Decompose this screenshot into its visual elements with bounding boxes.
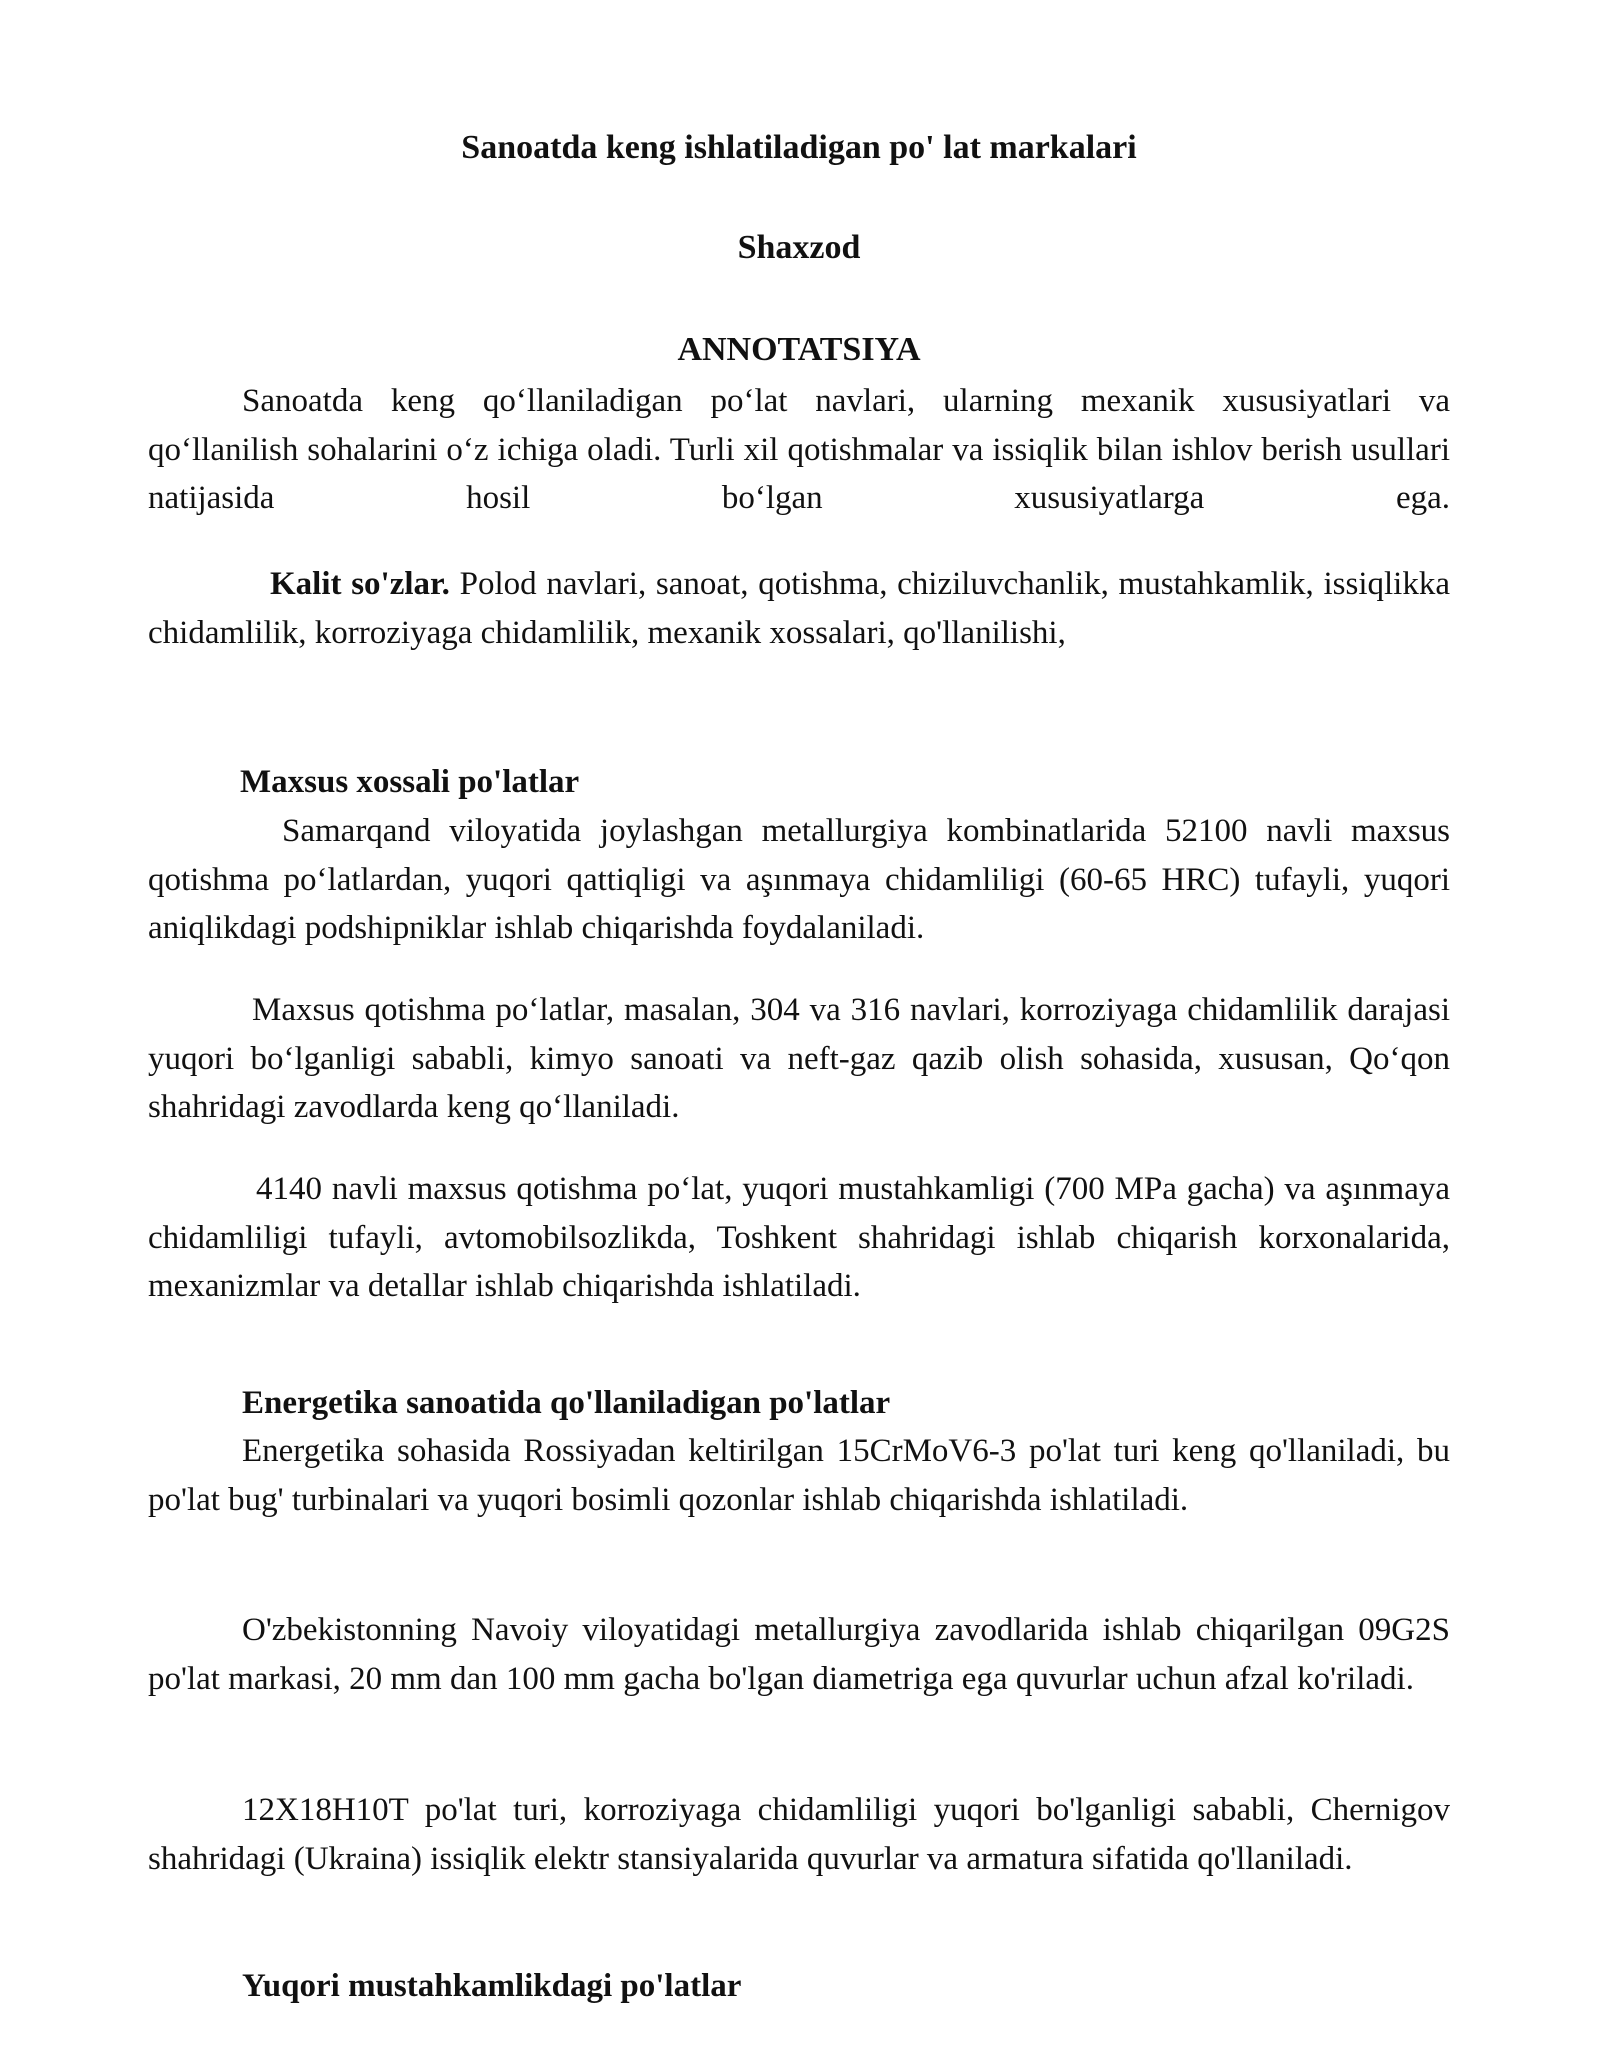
keywords-text: Polod navlari, sanoat, qotishma, chiziluvchanlik, mustahkamlik, issiqlikka chidamlilik, korroziyaga chidamlilik, mexanik xossalari, qo'llanilishi, (148, 566, 1450, 651)
section-paragraph: 12X18H10T po'lat turi, korroziyaga chidamliligi yuqori bo'lganligi sababli, Chernigov shahridagi (Ukraina) issiqlik elektr stansiyalarida quvurlar va armatura sifatida qo'llaniladi. (148, 1792, 1450, 1877)
section-paragraph: Maxsus qotishma po‘latlar, masalan, 304 va 316 navlari, korroziyaga chidamlilik darajasi yuqori bo‘lganligi sababli, kimyo sanoati va neft-gaz qazib olish sohasida, xususan, Qo‘qon shahridagi zavodlarda keng qo‘llaniladi. (148, 992, 1450, 1125)
document-title: Sanoatda keng ishlatiladigan po' lat markalari (461, 129, 1137, 166)
keywords-label: Kalit so'zlar. (270, 566, 450, 602)
keywords-paragraph (148, 560, 1450, 657)
section-paragraph: O'zbekistonning Navoiy viloyatidagi metallurgiya zavodlarida ishlab chiqarilgan 09G2S po'lat markasi, 20 mm dan 100 mm gacha bo'lgan diametriga ega quvurlar uchun afzal ko'riladi. (148, 1612, 1450, 1697)
annotation-heading: ANNOTATSIYA (677, 331, 921, 368)
section-heading-maxsus: Maxsus xossali po'latlar (240, 764, 580, 800)
section-heading-yuqori: Yuqori mustahkamlikdagi po'latlar (242, 1968, 742, 2004)
section-paragraph: 4140 navli maxsus qotishma po‘lat, yuqori mustahkamligi (700 MPa gacha) va aşınmaya chidamliligi tufayli, avtomobilsozlikda, Toshkent shahridagi ishlab chiqarish korxonalarida, mexanizmlar va detallar ishlab chiqarishda ishlatiladi. (148, 1171, 1450, 1304)
section-paragraph: Samarqand viloyatida joylashgan metallurgiya kombinatlarida 52100 navli maxsus qotishma po‘latlardan, yuqori qattiqligi va aşınmaya chidamliligi (60-65 HRC) tufayli, yuqori aniqlikdagi podshipniklar ishlab chiqarishda foydalaniladi. (148, 813, 1450, 946)
author-name: Shaxzod (737, 229, 861, 266)
section-heading-energetika: Energetika sanoatida qo'llaniladigan po'latlar (242, 1385, 891, 1421)
section-paragraph: Energetika sohasida Rossiyadan keltirilgan 15CrMoV6-3 po'lat turi keng qo'llaniladi, bu po'lat bug' turbinalari va yuqori bosimli qozonlar ishlab chiqarishda ishlatiladi. (148, 1433, 1450, 1518)
annotation-paragraph: Sanoatda keng qo‘llaniladigan po‘lat navlari, ularning mexanik xususiyatlari va qo‘llanilish sohalarini o‘z ichiga oladi. Turli xil qotishmalar va issiqlik bilan ishlov berish usullari natijasida hosil bo‘lgan xususiyatlarga ega. (148, 383, 1450, 516)
